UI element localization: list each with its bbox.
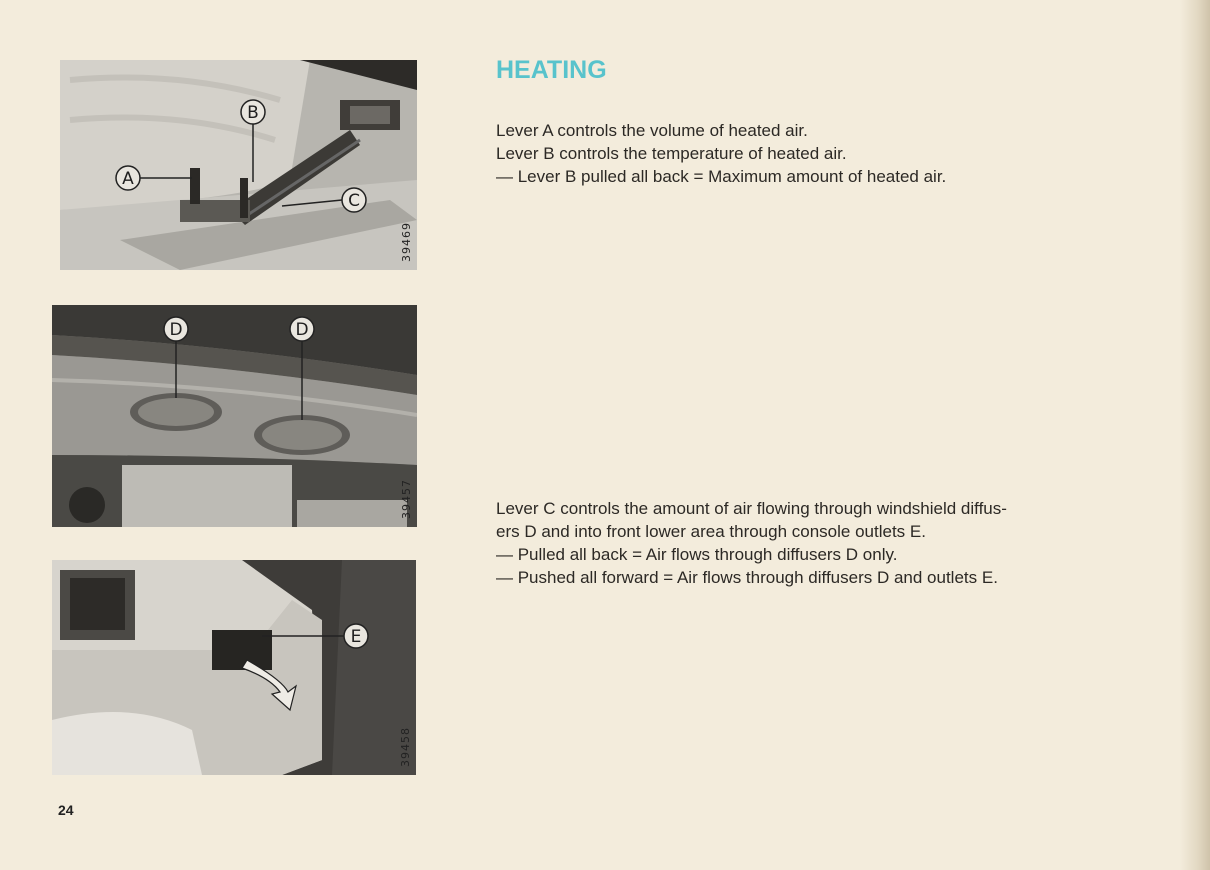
callout-e: E <box>350 627 362 647</box>
callout-c: C <box>348 191 360 211</box>
text-line: — Pushed all forward = Air flows through diffusers D and outlets E. <box>496 568 998 587</box>
callout-d-right: D <box>295 320 309 340</box>
console-levers-photo <box>60 60 417 270</box>
photo-number: 39457 <box>400 479 413 519</box>
text-line: Lever B controls the temperature of heated air. <box>496 144 847 163</box>
text-line: — Lever B pulled all back = Maximum amount of heated air. <box>496 167 947 186</box>
callout-a: A <box>122 169 134 189</box>
dashboard-diffusers-photo <box>52 305 417 527</box>
section-heading: HEATING <box>496 56 607 84</box>
levers-a-b-description <box>496 119 946 188</box>
page-edge <box>1180 0 1210 870</box>
console-outlet-photo <box>52 560 416 775</box>
callout-b: B <box>247 103 259 123</box>
text-line: — Pulled all back = Air flows through diffusers D only. <box>496 545 898 564</box>
text-line: ers D and into front lower area through console outlets E. <box>496 522 926 541</box>
console-outlet-illustration <box>52 560 416 775</box>
photo-number: 39458 <box>399 727 412 767</box>
callout-d-left: D <box>169 320 183 340</box>
text-line: Lever A controls the volume of heated air. <box>496 121 808 140</box>
photo-number: 39469 <box>400 222 413 262</box>
text-line: Lever C controls the amount of air flowing through windshield diffus- <box>496 499 1007 518</box>
lever-c-description <box>496 497 1007 589</box>
page-number: 24 <box>58 802 74 818</box>
console-levers-illustration <box>60 60 417 270</box>
dashboard-diffusers-illustration <box>52 305 417 527</box>
